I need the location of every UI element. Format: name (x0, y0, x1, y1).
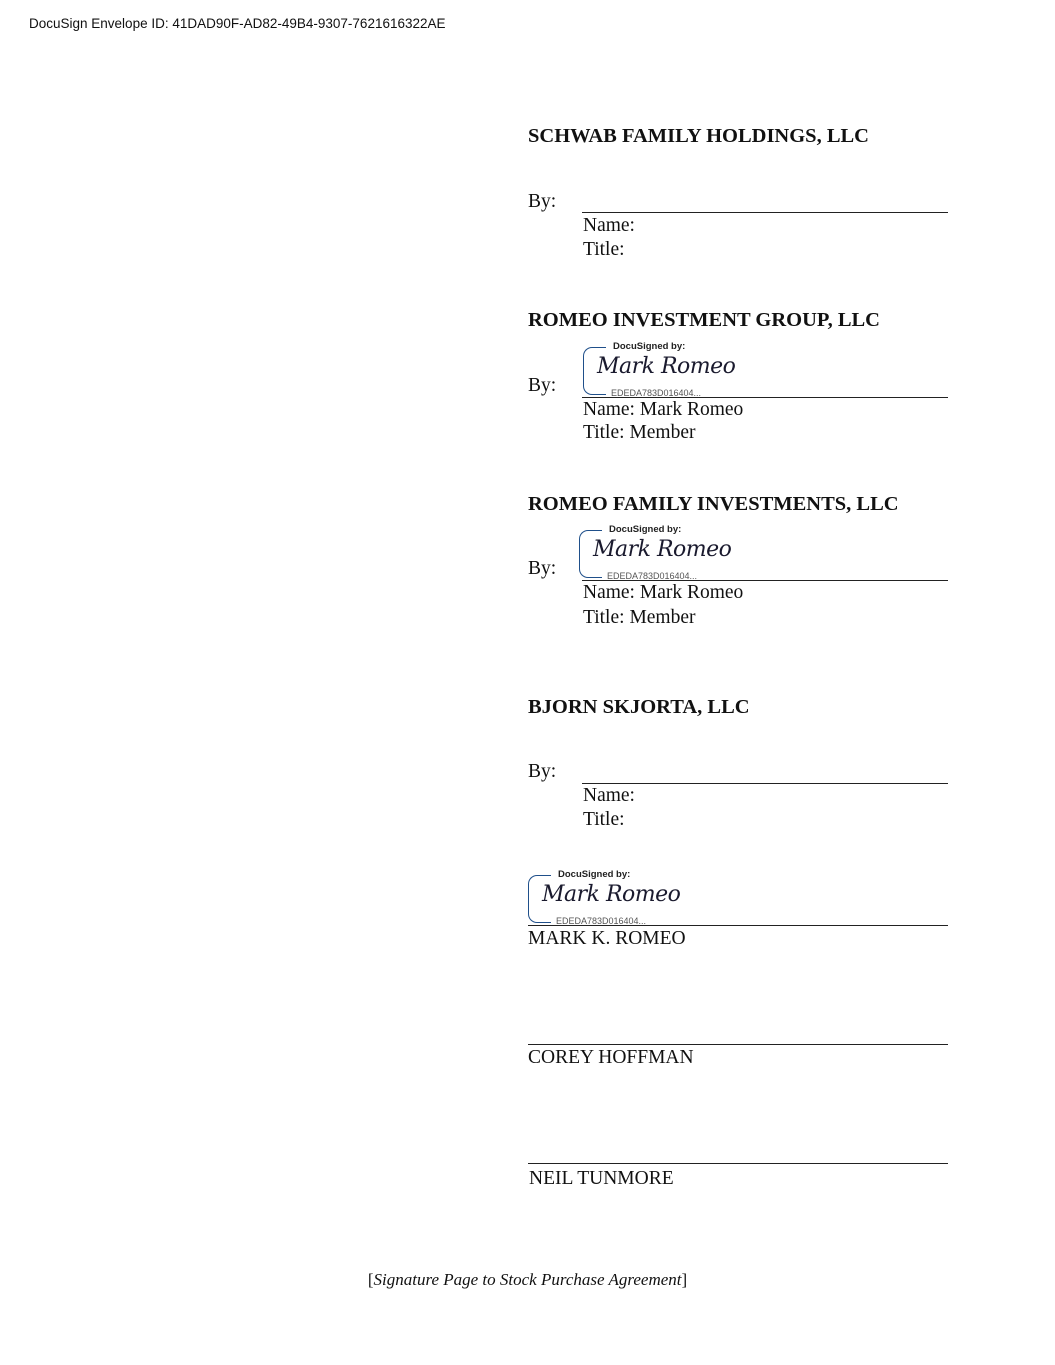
name-label: Name: (583, 785, 635, 806)
company-name-romeo-family-investments: ROMEO FAMILY INVESTMENTS, LLC (528, 493, 899, 515)
name-field (583, 582, 743, 604)
signature-line (528, 925, 948, 926)
by-label: By: (528, 375, 557, 396)
docusigned-by-label: DocuSigned by: (558, 869, 631, 880)
page-footer (0, 1270, 1055, 1290)
title-value: Member (629, 607, 696, 628)
signature-line (582, 580, 948, 581)
signature-line[interactable] (528, 1044, 948, 1045)
signature-hash: EDEDA783D016404... (607, 571, 698, 581)
signature-line[interactable] (582, 783, 948, 784)
docusign-signature-block[interactable] (583, 341, 783, 401)
handwritten-signature: Mark Romeo (597, 354, 736, 379)
name-field (583, 785, 635, 807)
signature-line[interactable] (528, 1163, 948, 1164)
name-label: Name: (583, 399, 635, 420)
name-label: Name: (583, 582, 635, 603)
footer-close-bracket: ] (681, 1270, 688, 1289)
docusigned-by-label: DocuSigned by: (609, 524, 682, 535)
name-label: Name: (583, 215, 635, 236)
company-name-romeo-investment-group: ROMEO INVESTMENT GROUP, LLC (528, 309, 880, 331)
name-value: Mark Romeo (639, 399, 744, 420)
by-label: By: (528, 191, 557, 212)
by-label: By: (528, 761, 557, 782)
name-field (583, 399, 743, 421)
company-name-schwab: SCHWAB FAMILY HOLDINGS, LLC (528, 125, 869, 147)
title-field (583, 607, 696, 629)
signature-line[interactable] (582, 212, 948, 213)
docusign-envelope-id: DocuSign Envelope ID: 41DAD90F-AD82-49B4-9307-7621616322AE (29, 16, 446, 31)
handwritten-signature: Mark Romeo (593, 537, 732, 562)
signature-hash: EDEDA783D016404... (556, 916, 647, 926)
docusign-signature-block[interactable] (579, 524, 779, 584)
title-label: Title: (583, 422, 625, 443)
title-label: Title: (583, 607, 625, 628)
signatory-name: NEIL TUNMORE (529, 1168, 674, 1189)
docusign-signature-block[interactable] (528, 869, 728, 929)
name-field (583, 215, 635, 237)
footer-open-bracket: [ (367, 1270, 374, 1289)
footer-text: Signature Page to Stock Purchase Agreement (373, 1270, 682, 1289)
company-name-bjorn-skjorta: BJORN SKJORTA, LLC (528, 696, 750, 718)
name-value: Mark Romeo (639, 582, 744, 603)
by-label: By: (528, 558, 557, 579)
title-value: Member (629, 422, 696, 443)
title-label: Title: (583, 239, 625, 260)
signature-line (582, 397, 948, 398)
signatory-name: MARK K. ROMEO (528, 928, 686, 949)
docusigned-by-label: DocuSigned by: (613, 341, 686, 352)
signatory-name: COREY HOFFMAN (528, 1047, 694, 1068)
title-field (583, 422, 696, 444)
signature-hash: EDEDA783D016404... (611, 388, 702, 398)
handwritten-signature: Mark Romeo (542, 882, 681, 907)
title-field (583, 239, 625, 261)
title-field (583, 809, 625, 831)
title-label: Title: (583, 809, 625, 830)
